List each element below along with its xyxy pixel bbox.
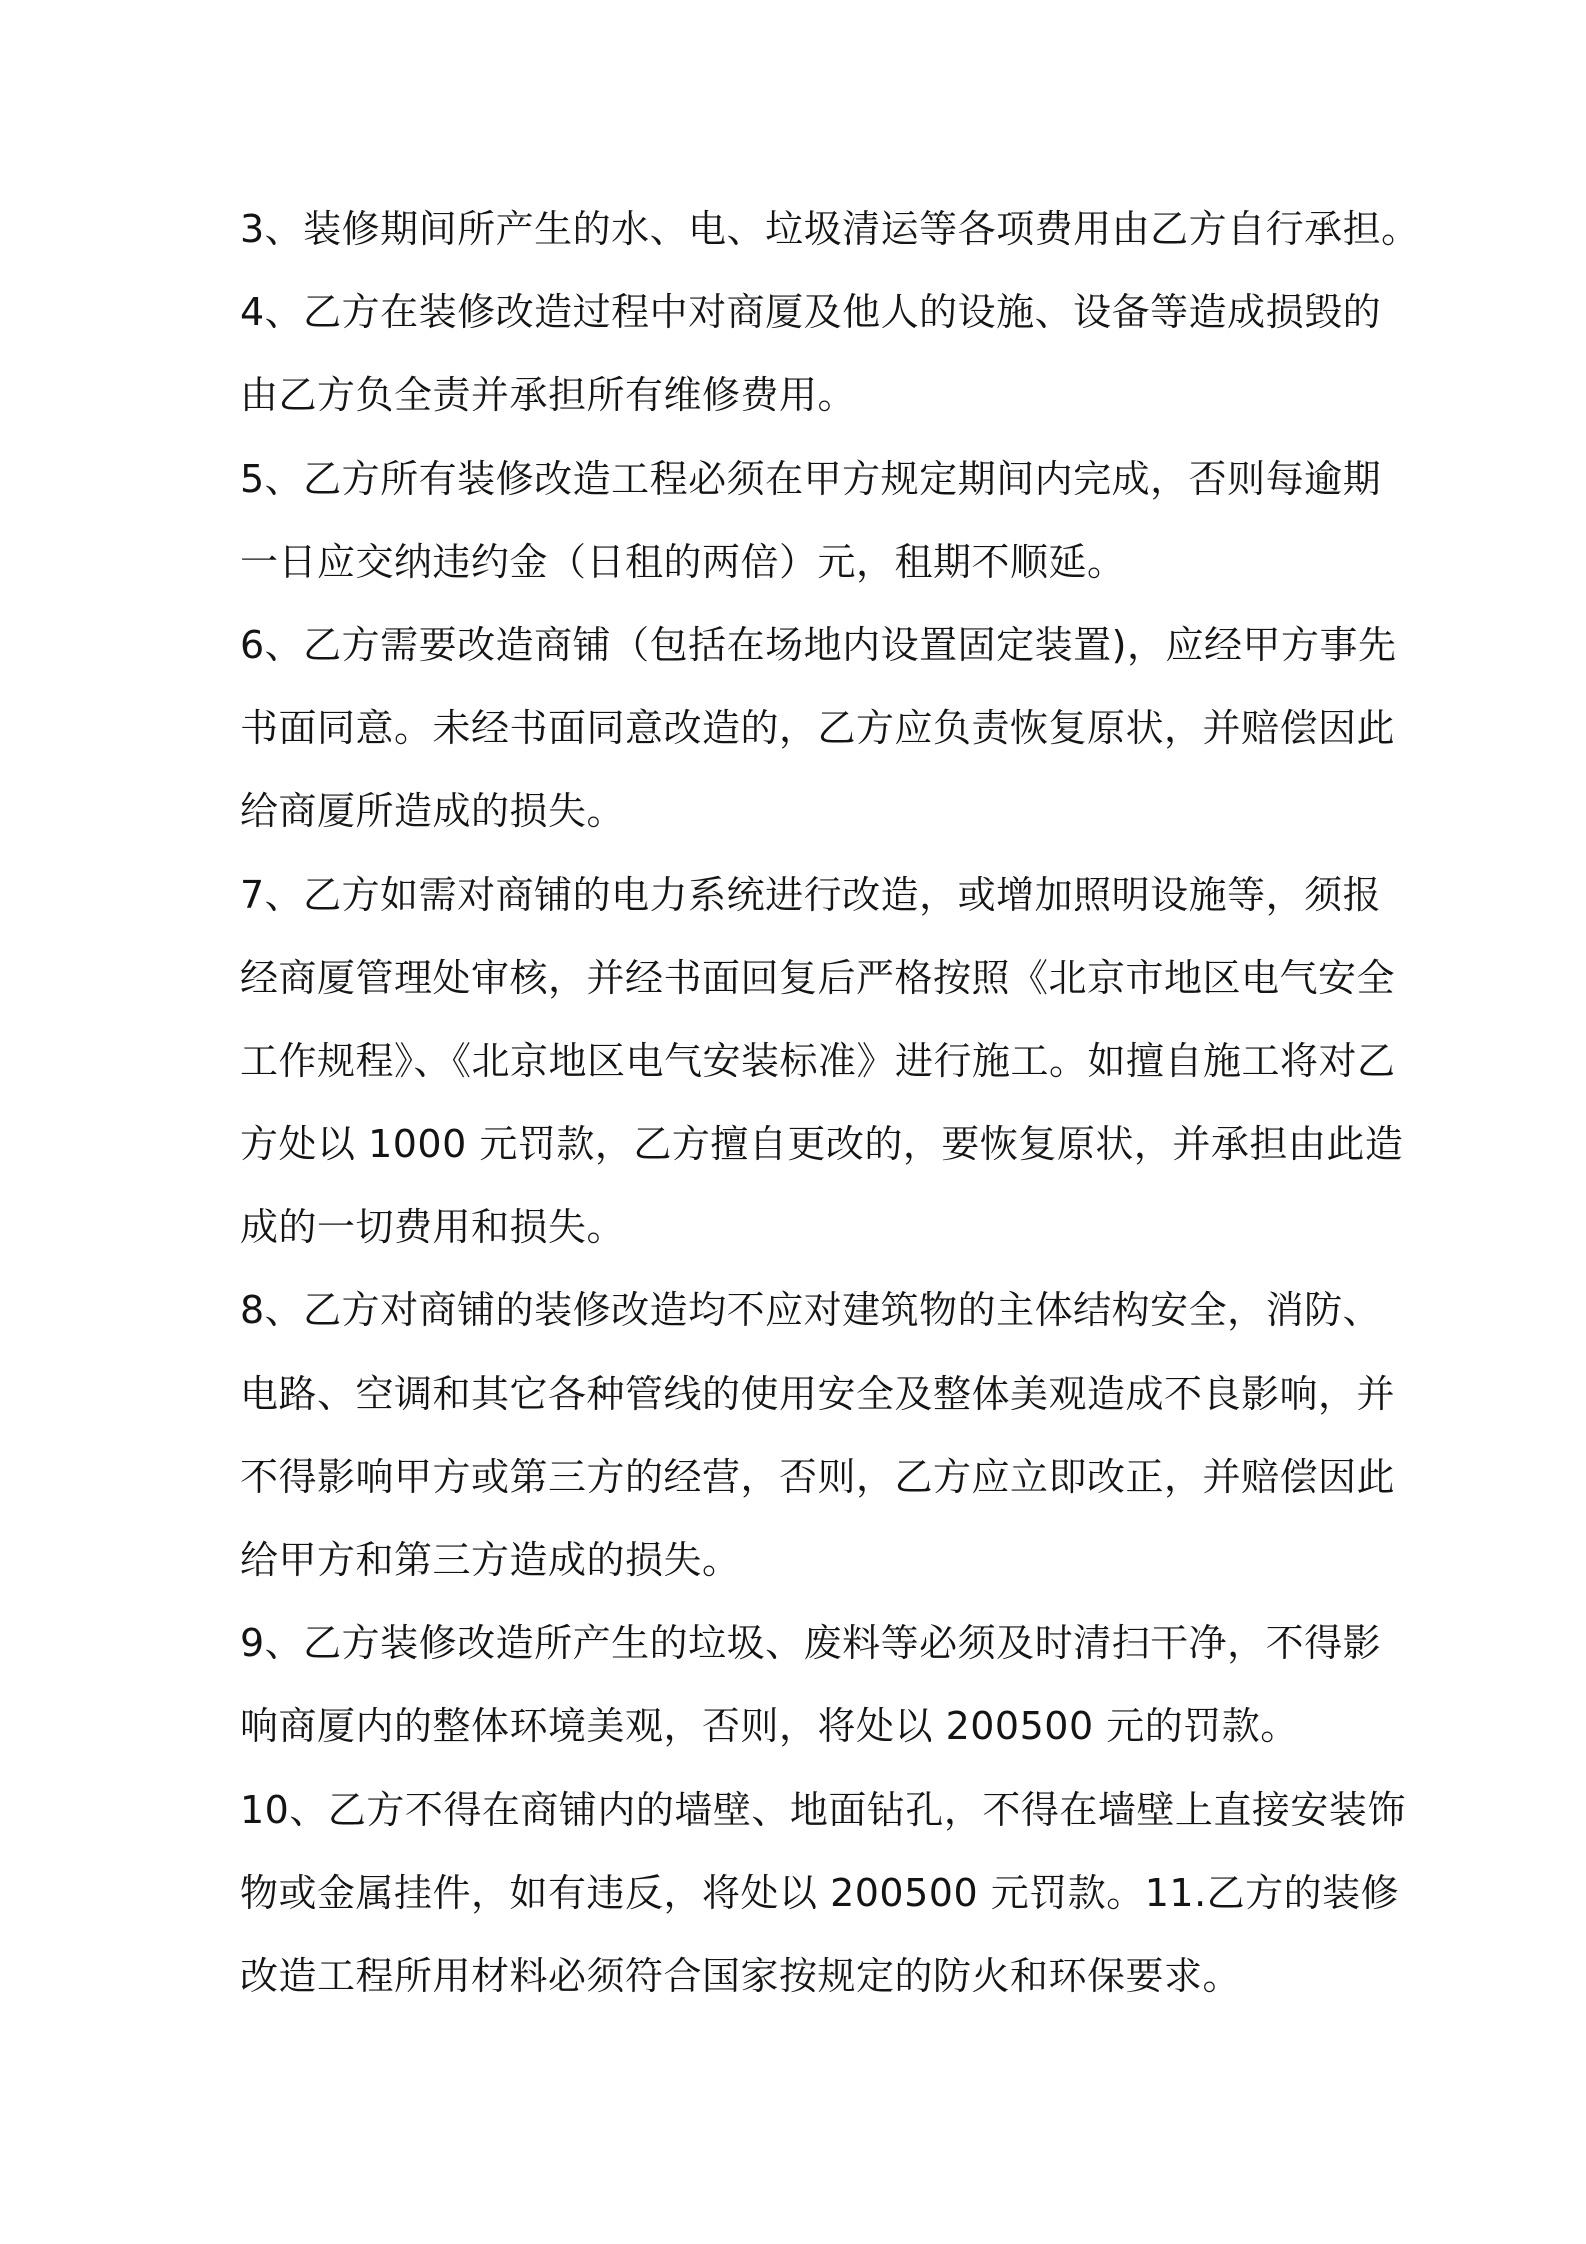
document-body — [240, 188, 1420, 2018]
text-line: 成的一切费用和损失。 — [240, 1205, 626, 1250]
text-line: 电路、空调和其它各种管线的使用安全及整体美观造成不良影响，并 — [240, 1371, 1396, 1416]
text-line: 给商厦所造成的损失。 — [240, 789, 626, 834]
text-line: 由乙方负全责并承担所有维修费用。 — [240, 373, 857, 418]
text-line: 4、乙方在装修改造过程中对商厦及他人的设施、设备等造成损毁的 — [240, 290, 1382, 335]
text-line: 9、乙方装修改造所产生的垃圾、废料等必须及时清扫干净，不得影 — [240, 1621, 1382, 1666]
text-line: 6、乙方需要改造商铺（包括在场地内设置固定装置)，应经甲方事先 — [240, 622, 1397, 667]
text-line: 经商厦管理处审核，并经书面回复后严格按照《北京市地区电气安全 — [240, 955, 1396, 1000]
text-line: 给甲方和第三方造成的损失。 — [240, 1538, 741, 1582]
text-line: 工作规程》、《北京地区电气安装标准》进行施工。如擅自施工将对乙 — [240, 1038, 1396, 1083]
text-line: 方处以 1000 元罚款，乙方擅自更改的，要恢复原状，并承担由此造 — [240, 1122, 1404, 1167]
text-line: 10、乙方不得在商铺内的墙壁、地面钻孔，不得在墙壁上直接安装饰 — [240, 1787, 1406, 1832]
text-line: 5、乙方所有装修改造工程必须在甲方规定期间内完成，否则每逾期 — [240, 456, 1382, 501]
text-line: 3、装修期间所产生的水、电、垃圾清运等各项费用由乙方自行承担。 — [240, 207, 1420, 251]
text-line: 书面同意。未经书面同意改造的，乙方应负责恢复原状，并赔偿因此 — [240, 706, 1396, 751]
text-line: 7、乙方如需对商铺的电力系统进行改造，或增加照明设施等，须报 — [240, 872, 1382, 917]
text-line: 物或金属挂件，如有违反，将处以 200500 元罚款。11.乙方的装修 — [240, 1870, 1400, 1915]
text-line: 改造工程所用材料必须符合国家按规定的防火和环保要求。 — [240, 1953, 1242, 1998]
text-line: 不得影响甲方或第三方的经营，否则，乙方应立即改正，并赔偿因此 — [240, 1454, 1396, 1499]
text-line: 8、乙方对商铺的装修改造均不应对建筑物的主体结构安全，消防、 — [240, 1288, 1382, 1333]
text-line: 一日应交纳违约金（日租的两倍）元，租期不顺延。 — [240, 539, 1126, 584]
text-line: 响商厦内的整体环境美观，否则，将处以 200500 元的罚款。 — [240, 1704, 1299, 1749]
